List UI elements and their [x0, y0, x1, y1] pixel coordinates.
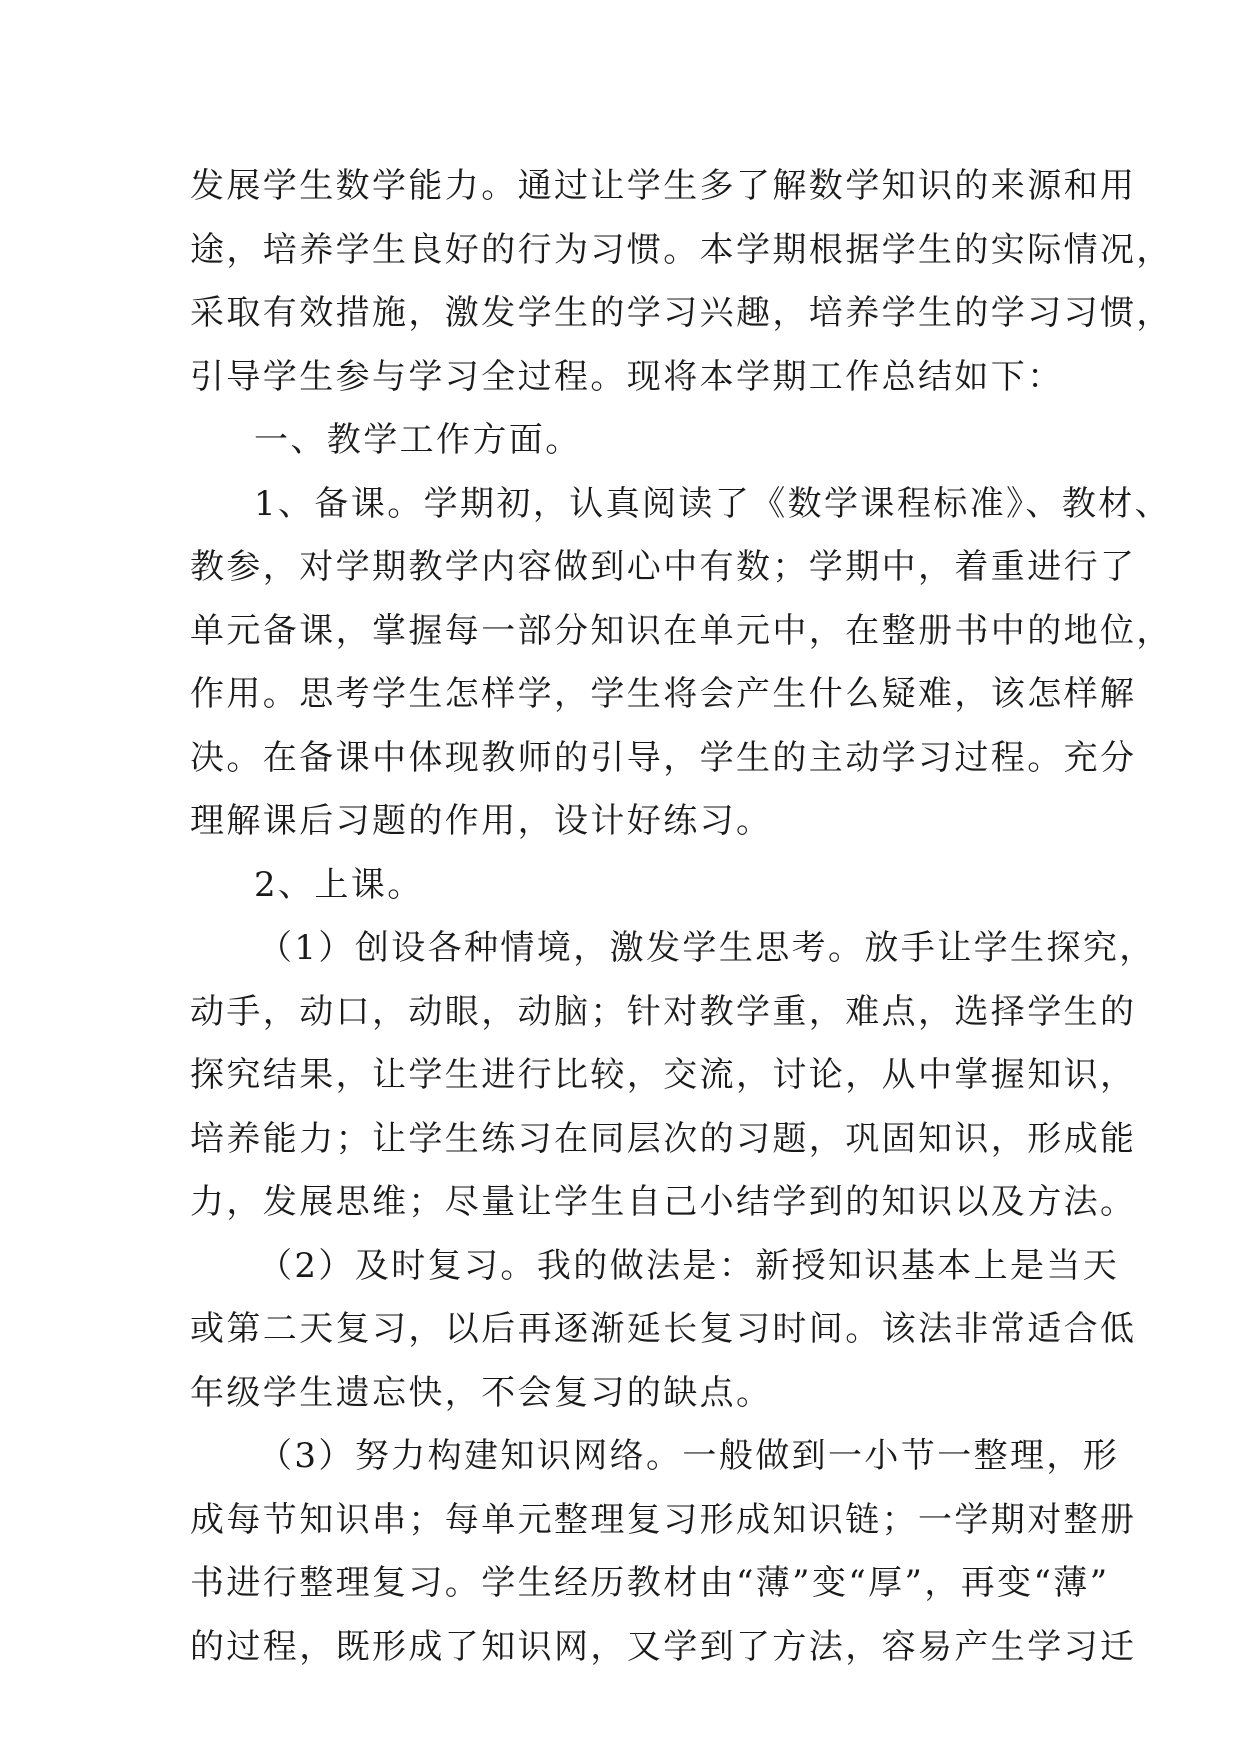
body-line: （3）努力构建知识网络。一般做到一小节一整理，形: [258, 1436, 1120, 1476]
body-line: 教参，对学期教学内容做到心中有数；学期中，着重进行了: [190, 547, 1137, 587]
body-line: （1）创设各种情境，激发学生思考。放手让学生探究，: [258, 928, 1156, 968]
body-line: 的过程，既形成了知识网，又学到了方法，容易产生学习迁: [190, 1626, 1137, 1667]
body-line: 决。在备课中体现教师的引导，学生的主动学习过程。充分: [190, 737, 1137, 778]
body-line: 发展学生数学能力。通过让学生多了解数学知识的来源和用: [190, 166, 1137, 206]
section-heading: 一、教学工作方面。: [254, 420, 582, 460]
body-line: 探究结果，让学生进行比较，交流，讨论，从中掌握知识，: [190, 1055, 1137, 1095]
body-line: （2）及时复习。我的做法是：新授知识基本上是当天: [258, 1245, 1120, 1286]
body-line: 或第二天复习，以后再逐渐延长复习时间。该法非常适合低: [190, 1309, 1137, 1349]
body-line: 年级学生遗忘快，不会复习的缺点。: [190, 1372, 773, 1413]
body-line: 1、备课。学期初，认真阅读了《数学课程标准》、教材、: [254, 483, 1172, 524]
document-body: [190, 155, 1173, 1679]
body-line: 理解课后习题的作用，设计好练习。: [190, 801, 773, 841]
body-line: 成每节知识串；每单元整理复习形成知识链；一学期对整册: [190, 1499, 1137, 1540]
body-line: 引导学生参与学习全过程。现将本学期工作总结如下：: [190, 356, 1064, 397]
subsection-heading: 2、上课。: [254, 864, 424, 905]
body-line: 动手，动口，动眼，动脑；针对教学重，难点，选择学生的: [190, 991, 1137, 1032]
body-line: 书进行整理复习。学生经历教材由“薄”变“厚”，再变“薄”: [190, 1563, 1110, 1603]
body-line: 作用。思考学生怎样学，学生将会产生什么疑难，该怎样解: [190, 674, 1137, 714]
body-line: 途，培养学生良好的行为习惯。本学期根据学生的实际情况，: [190, 229, 1173, 270]
body-line: 培养能力；让学生练习在同层次的习题，巩固知识，形成能: [190, 1118, 1137, 1159]
body-line: 采取有效措施，激发学生的学习兴趣，培养学生的学习习惯，: [190, 293, 1173, 333]
body-line: 力，发展思维；尽量让学生自己小结学到的知识以及方法。: [190, 1182, 1137, 1222]
body-line: 单元备课，掌握每一部分知识在单元中，在整册书中的地位，: [190, 610, 1173, 651]
